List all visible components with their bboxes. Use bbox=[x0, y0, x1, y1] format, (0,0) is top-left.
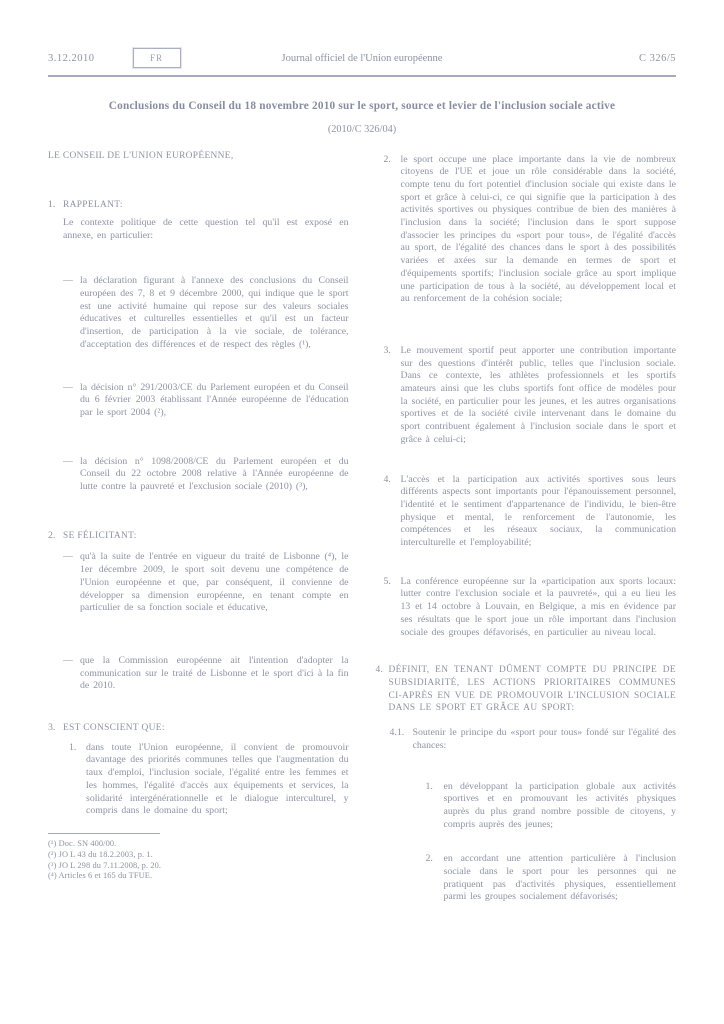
footnote: (¹) Doc. SN 400/00. bbox=[48, 839, 117, 848]
dash-item bbox=[48, 275, 349, 351]
numbered-item-text: le sport occupe une place importante dans la vie de nombreux citoyens de l'UE et joue un rôle considérable dans la société, compte tenu du fort potentiel d'inclusion sociale qui existe dans le sport et grâce à celui-ci, ce qui signifie que la participation à des activités sportives ou physiques contribue de bien des manières à l'inclusion dans la société; l'inclusion dans le sport suppose d'associer les principes du «sport pour tous», de l'égalité d'accès au sport, de l'égalité des chances dans le sport à des possibilités variées et axées sur la demande en termes de sport et d'équipements sportifs; l'inclusion sociale grâce au sport implique une participation de tous à la société, au développement local et au renforcement de la cohésion sociale; bbox=[400, 153, 676, 305]
item-number: 4. bbox=[383, 473, 391, 485]
point-text: en développant la participation globale aux activités sportives et en promouvant les activités physiques auprès du plus grand nombre possible de citoyens, y compris auprès des jeunes; bbox=[443, 780, 676, 830]
dash-marker: — bbox=[63, 654, 73, 666]
numbered-item-text: dans toute l'Union européenne, il convient de promouvoir davantage des priorités communes telles que l'augmentation du taux d'emploi, l'inclusion sociale, l'égalité entre les femmes et les hommes, l'égalité d'accès aux équipements et services, la solidarité intergénérationnelle et le dialogue interculturel, y compris dans le domaine du sport; bbox=[86, 741, 349, 817]
dash-item-text: la décision n° 1098/2008/CE du Parlement européen et du Conseil du 22 octobre 2008 relative à l'Année européenne de lutte contre la pauvreté et l'exclusion sociale (2010) (³), bbox=[80, 455, 349, 493]
document-title: Conclusions du Conseil du 18 novembre 2010 sur le sport, source et levier de l'inclusion sociale active bbox=[108, 99, 616, 112]
section-3-number: 3. bbox=[48, 722, 56, 734]
preamble: LE CONSEIL DE L'UNION EUROPÉENNE, bbox=[48, 150, 234, 161]
section-2-heading bbox=[48, 530, 349, 543]
numbered-item-text: L'accès et la participation aux activités sportives sous leurs différents aspects sont importants pour l'épanouissement personnel, l'identité et le sentiment d'appartenance de l'individu, le bien-être physique et mental, le renforcement de l'autonomie, les compétences et les réseaux sociaux, la communication interculturelle et l'employabilité; bbox=[400, 473, 676, 549]
subsection-4-1 bbox=[376, 727, 677, 752]
numbered-item bbox=[48, 742, 349, 818]
title-block bbox=[48, 98, 676, 135]
section-2-number: 2. bbox=[48, 529, 56, 541]
section-4-label: DÉFINIT, EN TENANT DÛMENT COMPTE DU PRINCIPE DE SUBSIDIARITÉ, LES ACTIONS PRIORITAIRES COMMUNES CI-APRÈS EN VUE DE PROMOUVOIR L'INCLUSION SOCIALE DANS LE SPORT ET GRÂCE AU SPORT: bbox=[388, 665, 676, 714]
right-column bbox=[376, 150, 677, 905]
section-3-label: EST CONSCIENT QUE: bbox=[63, 723, 165, 734]
numbered-item bbox=[376, 576, 677, 640]
dash-marker: — bbox=[63, 381, 73, 393]
item-number: 2. bbox=[383, 153, 391, 165]
item-number: 1. bbox=[69, 741, 77, 753]
dash-item-text: que la Commission européenne ait l'intention d'adopter la communication sur le traité de Lisbonne et le sport d'ici à la fin de 2010. bbox=[80, 654, 349, 692]
footnote: (⁴) Articles 6 et 165 du TFUE. bbox=[48, 871, 153, 881]
issue-date: 3.12.2010 bbox=[48, 52, 95, 64]
page-header bbox=[48, 48, 676, 68]
dash-marker: — bbox=[63, 455, 73, 467]
journal-name: Journal officiel de l'Union européenne bbox=[281, 52, 443, 64]
point-number: 1. bbox=[425, 780, 433, 792]
section-1-heading bbox=[48, 199, 349, 212]
document-reference: (2010/C 326/04) bbox=[327, 123, 397, 135]
section-1-number: 1. bbox=[48, 199, 56, 211]
section-1-intro: Le contexte politique de cette question tel qu'il est exposé en annexe, en particulier: bbox=[63, 216, 349, 241]
numbered-item bbox=[376, 154, 677, 306]
dash-marker: — bbox=[63, 275, 73, 287]
item-number: 3. bbox=[383, 344, 391, 356]
dash-item-text: la déclaration figurant à l'annexe des conclusions du Conseil européen des 7, 8 et 9 décembre 2000, qui indique que le sport est une activité humaine qui repose sur des valeurs sociales éducatives et culturelles essentielles et qu'il est un facteur d'insertion, de participation à la vie sociale, de tolérance, d'acceptation des différences et de respect des règles (¹), bbox=[80, 275, 349, 350]
point-number: 2. bbox=[425, 853, 433, 865]
section-3-heading bbox=[48, 722, 349, 735]
numbered-item-text: Le mouvement sportif peut apporter une contribution importante sur des questions d'intérêt public, telles que l'inclusion sociale. Dans ce contexte, les athlètes professionnels et les sportifs amateurs ainsi que les clubs sportifs font office de modèles pour la société, en particulier pour les jeunes, et les autres organisations sportives et de la société civile intervenant dans le domaine du sport contribuent également à l'inclusion sociale dans le sport et grâce à celui-ci; bbox=[400, 344, 676, 445]
section-4-number: 4. bbox=[375, 665, 384, 676]
footnote-rule bbox=[48, 833, 160, 834]
dash-item-text: qu'à la suite de l'entrée en vigueur du traité de Lisbonne (⁴), le 1er décembre 2009, le sport soit devenu une compétence de l'Union européenne et que, par conséquent, il convienne de développer sa dimension européenne, en tenant compte en particulier de sa fonction sociale et éducative, bbox=[80, 551, 349, 614]
dash-item bbox=[48, 456, 349, 494]
subsection-4-1-text: Soutenir le principe du «sport pour tous» fondé sur l'égalité des chances: bbox=[412, 727, 676, 751]
subsection-4-1-number: 4.1. bbox=[389, 727, 405, 739]
language-badge: FR bbox=[133, 48, 181, 68]
page-reference: C 326/5 bbox=[638, 52, 676, 64]
header-left bbox=[48, 48, 248, 68]
section-1-label: RAPPELANT: bbox=[63, 200, 123, 211]
dash-item-text: la décision n° 291/2003/CE du Parlement européen et du Conseil du 6 février 2003 établissant l'Année européenne de l'éducation par le sport 2004 (²), bbox=[80, 381, 349, 418]
point-text: en accordant une attention particulière à l'inclusion sociale dans le sport pour les personnes qui ne pratiquent pas d'activités physiques, essentiellement parmi les groupes socialement défavorisés; bbox=[443, 853, 676, 903]
dash-item bbox=[48, 655, 349, 693]
dash-marker: — bbox=[63, 551, 73, 563]
footnote: (²) JO L 43 du 18.2.2003, p. 1. bbox=[48, 849, 153, 859]
numbered-item bbox=[376, 474, 677, 550]
section-2-label: SE FÉLICITANT: bbox=[63, 530, 137, 541]
point-item bbox=[376, 781, 677, 832]
footnotes bbox=[48, 833, 349, 882]
left-column bbox=[48, 150, 349, 905]
dash-item bbox=[48, 551, 349, 615]
point-item bbox=[376, 853, 677, 904]
item-number: 5. bbox=[383, 575, 391, 587]
numbered-item-text: La conférence européenne sur la «participation aux sports locaux: lutter contre l'exclusion sociale et la pauvreté», qui a eu lieu les 13 et 14 octobre à Louvain, en Belgique, a mis en évidence par ses résultats que le sport joue un rôle important dans l'inclusion sociale des groupes défavorisés, en particulier au niveau local. bbox=[400, 575, 676, 638]
numbered-item bbox=[376, 345, 677, 447]
dash-item bbox=[48, 382, 349, 420]
text-columns bbox=[48, 150, 676, 905]
footnote: (³) JO L 298 du 7.11.2008, p. 20. bbox=[48, 860, 162, 870]
header-rule bbox=[48, 75, 676, 77]
section-4-heading bbox=[376, 664, 677, 715]
